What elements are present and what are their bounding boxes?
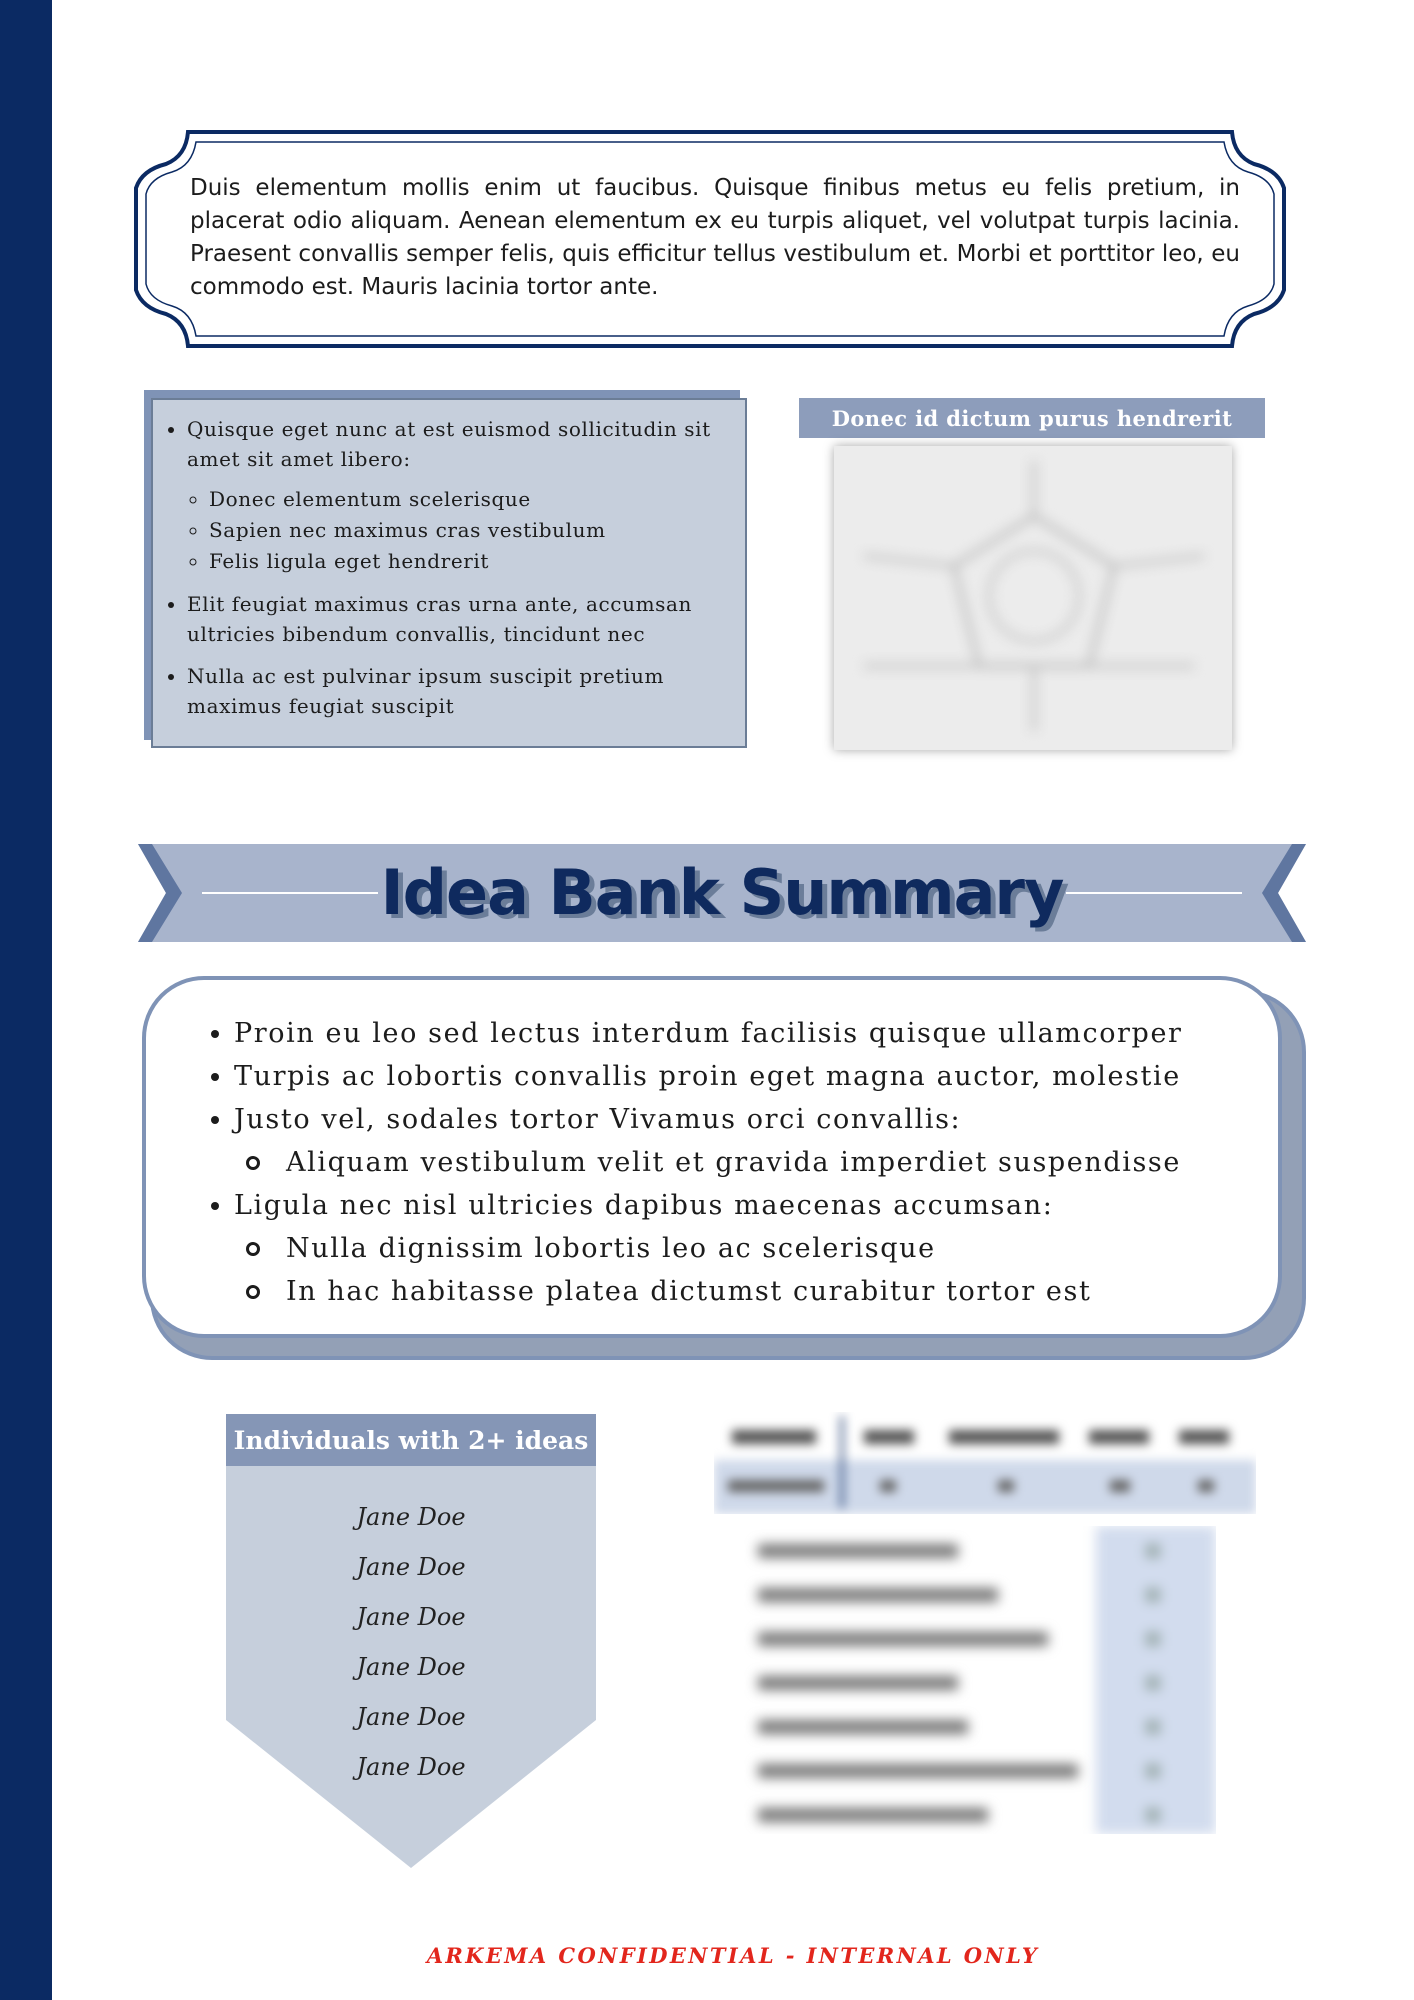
- summary-box: [142, 976, 1282, 1338]
- list-item: ◦ Sapien nec maximus cras vestibulum: [209, 515, 729, 546]
- list-item: Aliquam vestibulum velit et gravida imperdiet suspendisse: [286, 1141, 1238, 1184]
- individuals-list: [226, 1492, 596, 1792]
- individual-name: Jane Doe: [356, 1503, 466, 1531]
- individual-name: Jane Doe: [356, 1603, 466, 1631]
- side-bar: [0, 0, 52, 2000]
- confidential-footer: ARKEMA CONFIDENTIAL - INTERNAL ONLY: [426, 1943, 1040, 1968]
- list-item: • Proin eu leo sed lectus interdum facilisis quisque ullamcorper: [234, 1012, 1238, 1055]
- blurred-ideas-table: [744, 1526, 1216, 1834]
- list-item: ◦ Donec elementum scelerisque: [209, 484, 729, 515]
- list-item: • Justo vel, sodales tortor Vivamus orci convallis: Aliquam vestibulum velit et gravida imperdiet suspendisse: [234, 1098, 1238, 1184]
- bullet-box: [151, 398, 747, 748]
- individuals-title: Individuals with 2+ ideas: [226, 1414, 596, 1466]
- individual-name: Jane Doe: [356, 1753, 466, 1781]
- page-title: Idea Bank Summary: [380, 856, 1064, 929]
- list-item: ◦ Felis ligula eget hendrerit: [209, 546, 729, 577]
- blurred-diagram: [834, 446, 1232, 750]
- list-item: • Turpis ac lobortis convallis proin eget magna auctor, molestie: [234, 1055, 1238, 1098]
- list-item: Nulla dignissim lobortis leo ac scelerisque: [286, 1227, 1238, 1270]
- list-item: • Elit feugiat maximus cras urna ante, accumsan ultricies bibendum convallis, tincidunt nec: [187, 589, 729, 649]
- individual-name: Jane Doe: [356, 1703, 466, 1731]
- intro-paragraph: Duis elementum mollis enim ut faucibus. Quisque finibus metus eu felis pretium, in placerat odio aliquam. Aenean elementum ex eu turpis aliquet, vel volutpat turpis lacinia. Praesent convallis semper felis, quis efficitur tellus vestibulum et. Morbi et porttitor leo, eu commodo est. Mauris lacinia tortor ante.: [190, 175, 1240, 300]
- diagram-title: Donec id dictum purus hendrerit: [799, 398, 1265, 438]
- individual-name: Jane Doe: [356, 1553, 466, 1581]
- list-item: • Nulla ac est pulvinar ipsum suscipit pretium maximus feugiat suscipit: [187, 661, 729, 721]
- list-item: • Quisque eget nunc at est euismod sollicitudin sit amet sit amet libero: ◦ Donec elementum scelerisque ◦ Sapien nec maximus cras vestibulum ◦ Felis ligula eget hendrerit: [187, 414, 729, 577]
- list-item: In hac habitasse platea dictumst curabitur tortor est: [286, 1270, 1238, 1313]
- individual-name: Jane Doe: [356, 1653, 466, 1681]
- list-item: • Ligula nec nisl ultricies dapibus maecenas accumsan: Nulla dignissim lobortis leo ac scelerisque In hac habitasse platea dictumst curabitur tortor est: [234, 1184, 1238, 1313]
- blurred-function-table: [714, 1412, 1256, 1514]
